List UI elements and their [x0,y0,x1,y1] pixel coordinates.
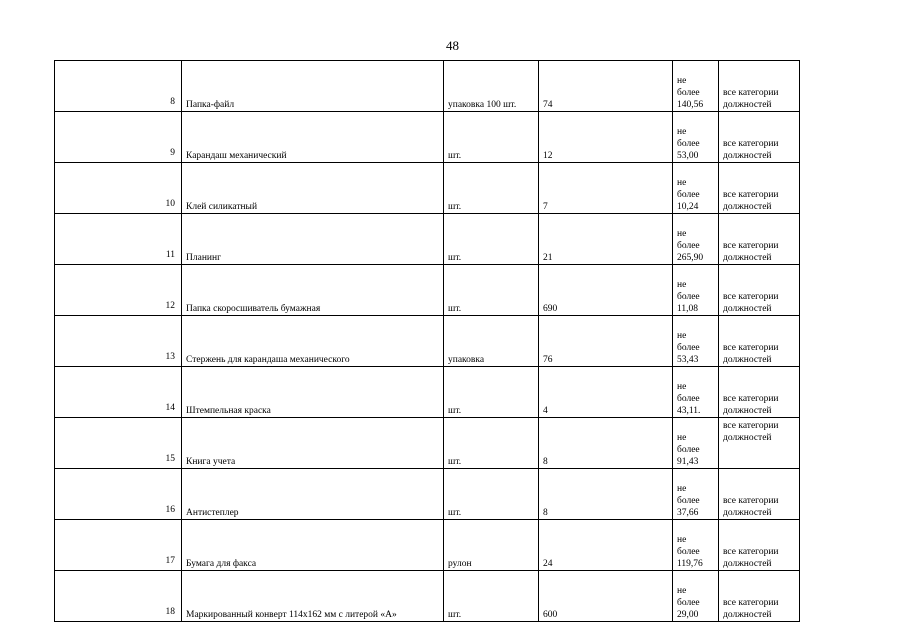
table-row [55,265,800,316]
item-price [673,265,719,316]
item-quantity: 24 [539,520,673,571]
item-category [719,163,800,214]
item-price [673,469,719,520]
price-line: более [677,343,700,353]
category-line: все категории [723,139,779,149]
table-row [55,316,800,367]
category-line: должностей [723,559,772,569]
price-line: не [677,382,687,392]
table-row [55,520,800,571]
item-quantity: 12 [539,112,673,163]
price-line: более [677,394,700,404]
table-row [55,163,800,214]
category-line: должностей [723,253,772,263]
item-unit: шт. [444,418,539,469]
item-category [719,520,800,571]
price-line: не [677,586,687,596]
price-line: 43,11. [677,406,701,416]
item-category [719,571,800,622]
price-line: не [677,229,687,239]
item-price [673,418,719,469]
item-price [673,367,719,418]
item-price [673,316,719,367]
item-name: Папка-файл [182,61,444,112]
category-line: все категории [723,343,779,353]
item-category [719,469,800,520]
item-price [673,163,719,214]
row-number: 9 [55,112,182,163]
item-price [673,571,719,622]
item-unit: шт. [444,265,539,316]
table-row [55,469,800,520]
table-row [55,214,800,265]
price-line: не [677,76,687,86]
row-number: 15 [55,418,182,469]
category-line: должностей [723,433,772,443]
item-category [719,367,800,418]
price-line: 265,90 [677,253,704,263]
row-number: 14 [55,367,182,418]
item-unit: шт. [444,469,539,520]
price-line: более [677,241,700,251]
table-row [55,61,800,112]
item-quantity: 21 [539,214,673,265]
price-line: 119,76 [677,559,703,569]
price-line: более [677,547,700,557]
price-line: не [677,484,687,494]
price-line: не [677,433,687,443]
category-line: должностей [723,100,772,110]
category-line: должностей [723,304,772,314]
category-line: все категории [723,421,779,431]
item-name: Книга учета [182,418,444,469]
item-price [673,112,719,163]
price-line: 10,24 [677,202,699,212]
item-name: Штемпельная краска [182,367,444,418]
item-category [719,112,800,163]
item-quantity: 7 [539,163,673,214]
table-row [55,112,800,163]
row-number: 8 [55,61,182,112]
category-line: должностей [723,406,772,416]
item-category [719,418,800,469]
row-number: 11 [55,214,182,265]
supplies-table [54,60,800,622]
item-quantity: 4 [539,367,673,418]
category-line: все категории [723,241,779,251]
category-line: все категории [723,496,779,506]
item-category [719,265,800,316]
category-line: должностей [723,202,772,212]
item-unit: рулон [444,520,539,571]
table-row [55,418,800,469]
price-line: более [677,292,700,302]
category-line: все категории [723,547,779,557]
row-number: 16 [55,469,182,520]
price-line: более [677,496,700,506]
price-line: более [677,88,700,98]
item-name: Стержень для карандаша механического [182,316,444,367]
price-line: более [677,139,700,149]
item-category [719,61,800,112]
category-line: все категории [723,292,779,302]
item-name: Маркированный конверт 114х162 мм с литерой «А» [182,571,444,622]
price-line: 53,43 [677,355,699,365]
item-price [673,61,719,112]
category-line: должностей [723,151,772,161]
item-price [673,520,719,571]
row-number: 13 [55,316,182,367]
item-unit: шт. [444,112,539,163]
price-line: 91,43 [677,457,699,467]
item-quantity: 76 [539,316,673,367]
price-line: не [677,535,687,545]
price-line: 140,56 [677,100,704,110]
category-line: должностей [723,508,772,518]
item-name: Бумага для факса [182,520,444,571]
item-name: Клей силикатный [182,163,444,214]
row-number: 12 [55,265,182,316]
item-unit: шт. [444,367,539,418]
item-unit: шт. [444,214,539,265]
item-unit: шт. [444,571,539,622]
item-unit: упаковка 100 шт. [444,61,539,112]
row-number: 17 [55,520,182,571]
page-number: 48 [446,38,459,53]
category-line: все категории [723,88,779,98]
table-row [55,367,800,418]
price-line: 53,00 [677,151,699,161]
item-name: Карандаш механический [182,112,444,163]
item-quantity: 8 [539,469,673,520]
item-quantity: 8 [539,418,673,469]
price-line: 29,00 [677,610,699,620]
item-name: Антистеплер [182,469,444,520]
price-line: более [677,445,700,455]
category-line: все категории [723,394,779,404]
price-line: 11,08 [677,304,699,314]
category-line: должностей [723,610,772,620]
item-quantity: 74 [539,61,673,112]
row-number: 18 [55,571,182,622]
price-line: не [677,280,687,290]
supplies-table-body [55,61,800,622]
item-category [719,316,800,367]
category-line: все категории [723,598,779,608]
item-unit: шт. [444,163,539,214]
row-number: 10 [55,163,182,214]
category-line: все категории [723,190,779,200]
table-row [55,571,800,622]
item-unit: упаковка [444,316,539,367]
price-line: не [677,331,687,341]
item-name: Планинг [182,214,444,265]
price-line: 37,66 [677,508,699,518]
price-line: более [677,190,700,200]
item-category [719,214,800,265]
price-line: не [677,178,687,188]
price-line: более [677,598,700,608]
price-line: не [677,127,687,137]
category-line: должностей [723,355,772,365]
item-price [673,214,719,265]
item-name: Папка скоросшиватель бумажная [182,265,444,316]
item-quantity: 690 [539,265,673,316]
item-quantity: 600 [539,571,673,622]
